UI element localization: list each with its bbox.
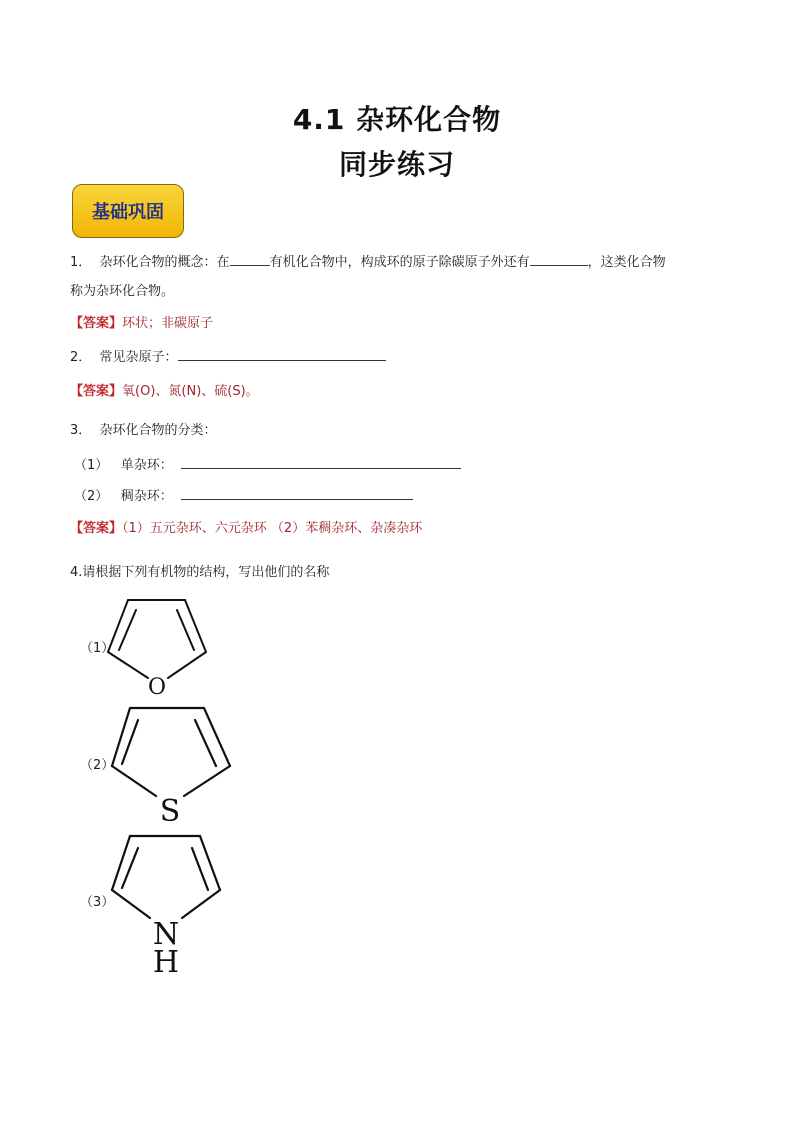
answer-tag: 【答案】 <box>70 316 123 331</box>
structure-1-label: （1） <box>80 641 115 656</box>
page-title: 4.1 杂环化合物 <box>292 103 502 136</box>
sub-number: （2） <box>74 489 109 504</box>
answer-tag: 【答案】 <box>70 521 123 536</box>
question-3 <box>70 423 217 439</box>
answer-1-text: 环状；非碳原子 <box>122 316 214 331</box>
section-badge-label: 基础巩固 <box>92 202 164 223</box>
section-badge <box>72 184 184 238</box>
answer-blank[interactable] <box>181 455 461 469</box>
answer-2-text: 氧(O)、氮(N)、硫(S)。 <box>122 384 259 399</box>
question-1-continuation: 称为杂环化合物。 <box>70 284 175 299</box>
question-2-text: 常见杂原子： <box>99 350 178 365</box>
question-1-text-a: 杂环化合物的概念：在 <box>99 255 230 270</box>
question-1-number: 1． <box>70 255 92 270</box>
hydrogen-atom: H <box>152 945 180 980</box>
sub-number: （1） <box>74 458 109 473</box>
answer-blank[interactable] <box>530 252 588 266</box>
answer-blank[interactable] <box>178 347 386 361</box>
question-2-number: 2． <box>70 350 92 365</box>
question-1-text-c: ，这类化合物 <box>587 255 666 270</box>
answer-2 <box>70 384 259 400</box>
question-1 <box>70 252 666 271</box>
question-3-text: 杂环化合物的分类： <box>99 423 217 438</box>
structure-3-label: （3） <box>80 895 115 910</box>
question-2 <box>70 347 386 366</box>
furan-structure <box>100 590 220 700</box>
answer-blank[interactable] <box>181 486 413 500</box>
nitrogen-atom: N <box>152 917 180 952</box>
answer-1 <box>70 316 213 332</box>
answer-3 <box>70 521 422 537</box>
sulfur-atom: S <box>159 794 181 829</box>
question-4: 4.请根据下列有机物的结构，写出他们的名称 <box>70 565 330 580</box>
answer-3-text: （1）五元杂环、六元杂环 （2）苯稠杂环、杂凑杂环 <box>122 521 423 536</box>
question-3-number: 3． <box>70 423 92 438</box>
sub-text: 单杂环： <box>120 458 173 473</box>
thiophene-structure <box>100 700 240 830</box>
question-1-text-b: 有机化合物中，构成环的原子除碳原子外还有 <box>269 255 530 270</box>
sub-text: 稠杂环： <box>120 489 173 504</box>
pyrrole-structure <box>100 828 230 978</box>
question-3-sub-2 <box>74 486 413 505</box>
question-3-sub-1 <box>74 455 461 474</box>
answer-tag: 【答案】 <box>70 384 123 399</box>
oxygen-atom: O <box>147 675 167 700</box>
page-subtitle: 同步练习 <box>338 148 455 181</box>
structure-2-label: （2） <box>80 758 115 773</box>
answer-blank[interactable] <box>230 252 270 266</box>
